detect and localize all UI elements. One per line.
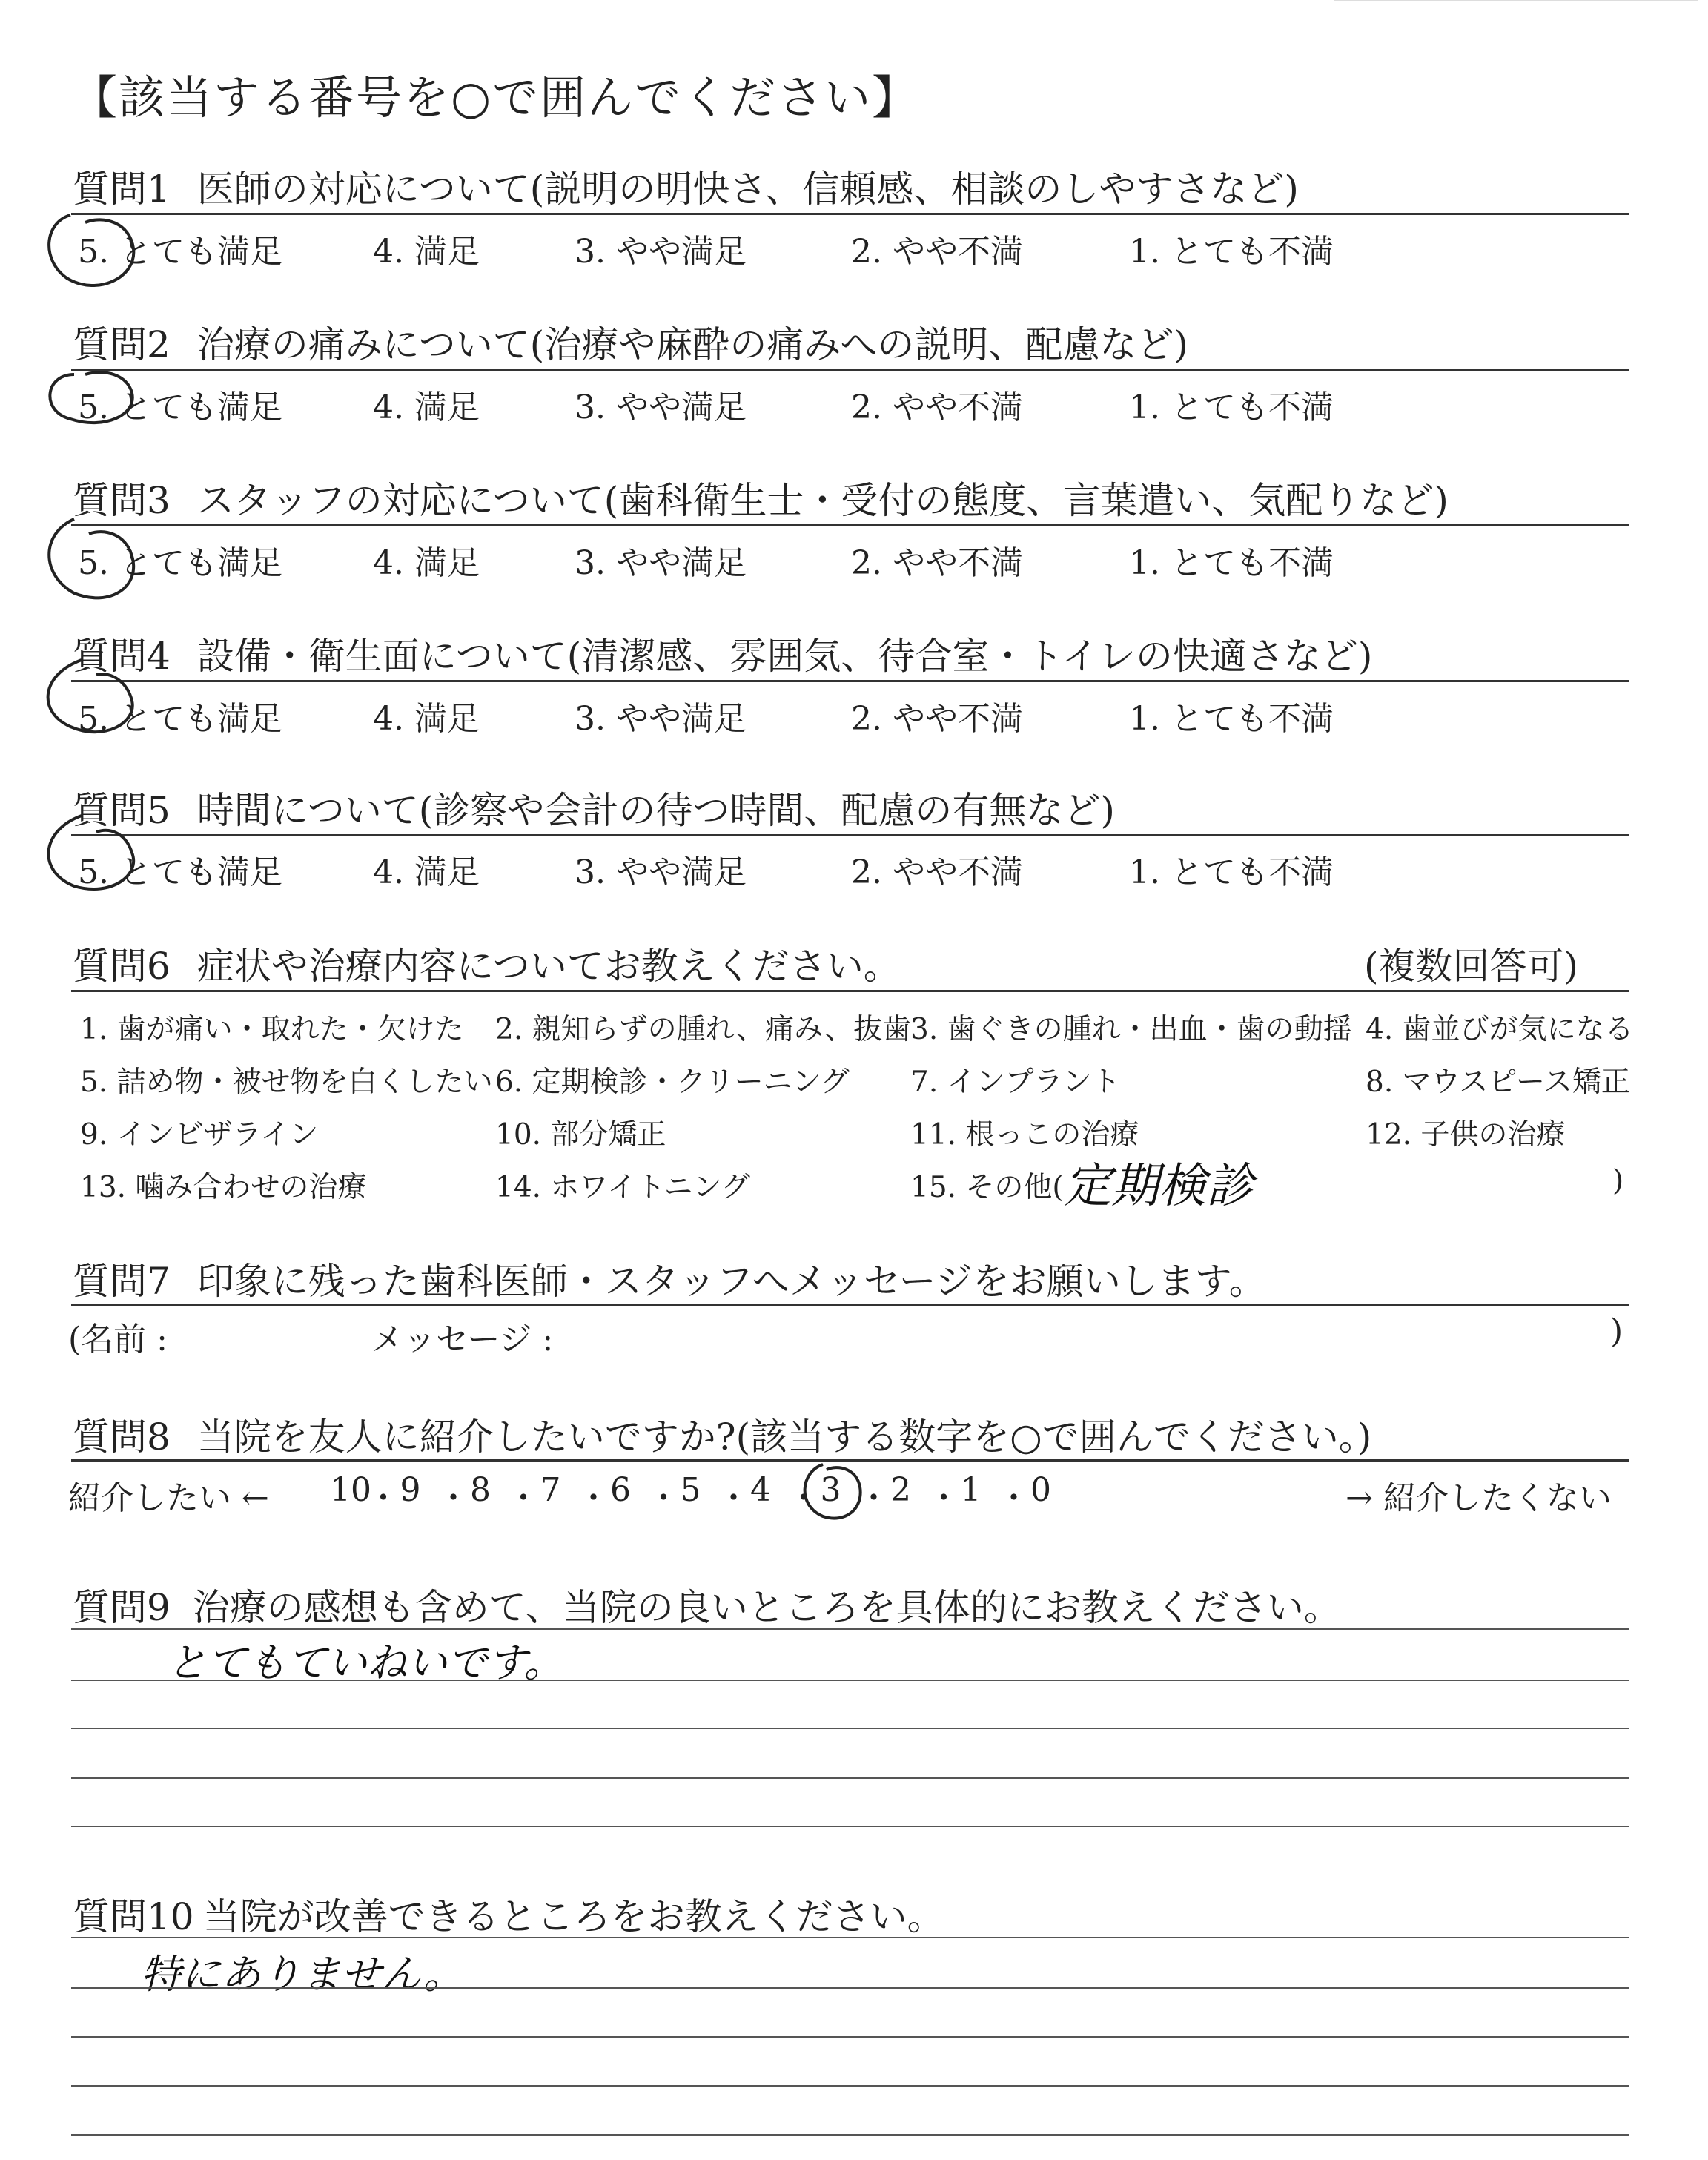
q1-option-3[interactable]: 3. やや満足 [575,233,747,271]
q2-option-2[interactable]: 2. やや不満 [851,389,1023,426]
q7-name-label: (名前 : [68,1321,168,1358]
q6-option-5[interactable]: 5. 詰め物・被せ物を白くしたい [80,1066,493,1099]
q7-message-label: メッセージ : [371,1321,554,1358]
q5-option-1[interactable]: 1. とても不満 [1129,853,1334,891]
question-text: 治療の感想も含めて、当院の良いところを具体的にお教えください。 [192,1586,1341,1629]
q1-option-2[interactable]: 2. やや不満 [851,233,1023,271]
scale-value-10[interactable]: 10 [330,1471,371,1509]
scale-value-9[interactable]: 9 [400,1471,421,1509]
scale-value-4[interactable]: 4 [750,1471,771,1509]
scale-value-1[interactable]: 1 [960,1471,982,1509]
q6-other-close: ) [1612,1164,1624,1198]
q10-answer: 特にありません。 [141,1951,464,1998]
question-label: 質問1 [73,168,171,211]
scale-value-3[interactable]: 3 [820,1471,841,1509]
q5-option-3[interactable]: 3. やや満足 [575,853,747,891]
scale-value-5[interactable]: 5 [680,1471,701,1509]
question-text: 時間について(診察や会計の待つ時間、配慮の有無など) [196,789,1115,832]
scale-separator: ・ [437,1479,470,1517]
q4-option-3[interactable]: 3. やや満足 [575,700,747,738]
q6-option-8[interactable]: 8. マウスピース矯正 [1366,1066,1630,1099]
scale-separator: ・ [507,1479,540,1517]
q6-option-9[interactable]: 9. インビザライン [80,1118,319,1152]
scale-separator: ・ [647,1479,680,1517]
question-label: 質問8 [73,1416,171,1459]
question-label: 質問3 [73,479,171,522]
q6-option-3[interactable]: 3. 歯ぐきの腫れ・出血・歯の動揺 [910,1013,1352,1046]
scale-value-7[interactable]: 7 [540,1471,561,1509]
scale-separator: ・ [717,1479,750,1517]
scale-separator: ・ [787,1479,820,1517]
q4-option-2[interactable]: 2. やや不満 [851,700,1023,738]
question-label: 質問5 [73,789,171,832]
q2-option-5[interactable]: 5. とても満足 [78,389,282,426]
scale-separator: ・ [577,1479,610,1517]
q6-option-13[interactable]: 13. 噛み合わせの治療 [80,1171,367,1204]
q4-option-1[interactable]: 1. とても不満 [1129,700,1334,738]
question-text: 当院を友人に紹介したいですか?(該当する数字を○で囲んでください。) [196,1416,1372,1459]
scale-value-6[interactable]: 6 [610,1471,631,1509]
multiple-answers-note: (複数回答可) [1364,945,1579,988]
q7-close: ) [1610,1312,1623,1350]
scale-value-8[interactable]: 8 [470,1471,491,1509]
q3-option-4[interactable]: 4. 満足 [373,544,480,582]
q1-option-1[interactable]: 1. とても不満 [1129,233,1334,271]
scale-separator: ・ [367,1479,400,1517]
q3-option-5[interactable]: 5. とても満足 [78,544,282,582]
q2-option-4[interactable]: 4. 満足 [373,389,480,426]
q6-option-7[interactable]: 7. インプラント [910,1066,1121,1099]
question-label: 質問7 [73,1260,171,1303]
q4-option-4[interactable]: 4. 満足 [373,700,480,738]
q4-selection-circle [48,660,133,732]
q6-option-1[interactable]: 1. 歯が痛い・取れた・欠けた [80,1013,464,1046]
question-label: 質問2 [73,323,171,366]
q8-right-label: → 紹介したくない [1345,1479,1612,1517]
q2-option-3[interactable]: 3. やや満足 [575,389,747,426]
q5-selection-circle [48,816,133,889]
q6-other-answer: 定期検診 [1064,1159,1254,1214]
q1-option-5[interactable]: 5. とても満足 [78,233,282,271]
q1-selection-circle [49,215,133,285]
page-title: 【該当する番号を○で囲んでください】 [71,70,920,125]
q8-left-label: 紹介したい ← [68,1479,269,1517]
q6-option-12[interactable]: 12. 子供の治療 [1366,1118,1566,1152]
q3-option-1[interactable]: 1. とても不満 [1129,544,1334,582]
q6-option-11[interactable]: 11. 根っこの治療 [910,1118,1139,1152]
q6-option-6[interactable]: 6. 定期検診・クリーニング [495,1066,850,1099]
q3-selection-circle [49,519,133,598]
q8-selection-circle [805,1464,861,1519]
scale-value-2[interactable]: 2 [890,1471,911,1509]
q6-option-14[interactable]: 14. ホワイトニング [495,1171,750,1204]
question-label: 質問4 [73,635,171,678]
question-text: スタッフの対応について(歯科衛生士・受付の態度、言葉遣い、気配りなど) [196,479,1449,522]
q5-option-5[interactable]: 5. とても満足 [78,853,282,891]
scale-separator: ・ [927,1479,960,1517]
q6-option-15[interactable]: 15. その他( [910,1171,1064,1204]
question-label: 質問10 [73,1895,194,1938]
q6-option-4[interactable]: 4. 歯並びが気になる [1366,1013,1634,1046]
question-text: 症状や治療内容についてお教えください。 [196,945,901,988]
q2-option-1[interactable]: 1. とても不満 [1129,389,1334,426]
q5-option-2[interactable]: 2. やや不満 [851,853,1023,891]
q2-selection-circle [50,372,132,423]
q1-option-4[interactable]: 4. 満足 [373,233,480,271]
question-label: 質問9 [73,1586,171,1629]
q3-option-2[interactable]: 2. やや不満 [851,544,1023,582]
scale-separator: ・ [997,1479,1030,1517]
question-text: 印象に残った歯科医師・スタッフへメッセージをお願いします。 [196,1260,1266,1303]
scale-separator: ・ [857,1479,890,1517]
q6-option-10[interactable]: 10. 部分矯正 [495,1118,666,1152]
q9-answer: とてもていねいです。 [167,1639,564,1686]
q5-option-4[interactable]: 4. 満足 [373,853,480,891]
q6-option-2[interactable]: 2. 親知らずの腫れ、痛み、抜歯 [495,1013,912,1046]
question-text: 医師の対応について(説明の明快さ、信頼感、相談のしやすさなど) [196,168,1299,211]
q4-option-5[interactable]: 5. とても満足 [78,700,282,738]
question-text: 設備・衛生面について(清潔感、雰囲気、待合室・トイレの快適さなど) [196,635,1373,678]
question-text: 当院が改善できるところをお教えください。 [202,1895,944,1938]
q3-option-3[interactable]: 3. やや満足 [575,544,747,582]
question-label: 質問6 [73,945,171,988]
question-text: 治療の痛みについて(治療や麻酔の痛みへの説明、配慮など) [196,323,1188,366]
scale-value-0[interactable]: 0 [1030,1471,1051,1509]
